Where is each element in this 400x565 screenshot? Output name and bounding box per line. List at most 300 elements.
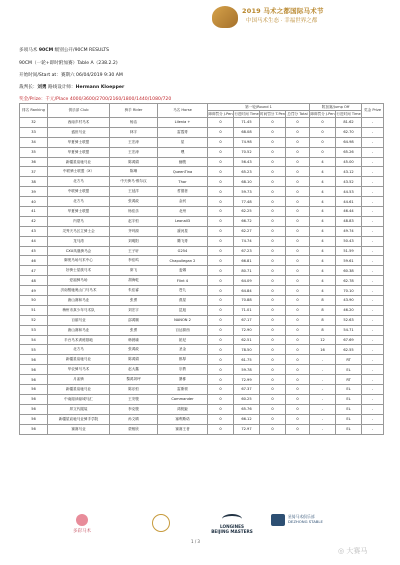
table-cell: 都厚	[158, 355, 208, 365]
table-cell: 68.08	[234, 127, 260, 137]
table-cell: 0	[260, 375, 286, 385]
table-cell: 0	[260, 404, 286, 414]
table-cell: 张鸿政	[110, 197, 158, 207]
table-cell: 0	[208, 197, 234, 207]
table-cell: -	[362, 345, 384, 355]
table-cell: 雷霆哥	[158, 127, 208, 137]
table-cell: 0	[208, 375, 234, 385]
table-cell: 64.84	[234, 286, 260, 296]
table-cell: 56	[20, 355, 48, 365]
table-cell: 华农骑马马术	[48, 365, 110, 375]
table-cell: 0	[208, 385, 234, 395]
col-r1-time: 行进时间 Time	[234, 111, 259, 116]
table-row	[20, 187, 384, 197]
table-cell: -	[362, 424, 384, 434]
table-cell: 唐山赛和马业	[48, 325, 110, 335]
table-cell: -	[362, 266, 384, 276]
table-cell: 0	[286, 256, 310, 266]
competition-table: 90CM（一轮+即时附加赛）Table A（238.2.2)	[19, 61, 118, 66]
table-cell: 0	[286, 127, 310, 137]
table-cell: 北方马	[48, 177, 110, 187]
table-cell: 0	[286, 345, 310, 355]
table-cell: -	[362, 177, 384, 187]
table-cell: -	[310, 404, 336, 414]
table-cell: 59.61	[336, 256, 362, 266]
table-cell: 0	[260, 256, 286, 266]
table-cell: -	[362, 355, 384, 365]
table-cell: 52	[20, 315, 48, 325]
table-cell: 0	[260, 177, 286, 187]
table-cell: EL	[336, 394, 362, 404]
table-cell: 62.70	[336, 127, 362, 137]
table-cell: 濠河星	[158, 226, 208, 236]
table-cell: 45	[20, 246, 48, 256]
table-cell: 0	[260, 137, 286, 147]
table-cell: 0	[260, 365, 286, 375]
table-cell: 黎鸿刘坪	[110, 375, 158, 385]
table-cell: 67.23	[234, 246, 260, 256]
event-logo	[212, 2, 352, 38]
col-total: 总罚分 Total	[287, 111, 308, 116]
table-cell: 济南骏驰奥山门马马术	[48, 286, 110, 296]
table-cell: 齐玛源	[110, 226, 158, 236]
table-cell: 67.37	[234, 385, 260, 395]
table-cell: 34	[20, 137, 48, 147]
table-cell: 0	[260, 157, 286, 167]
table-cell: 0	[208, 315, 234, 325]
table-cell: 36	[20, 157, 48, 167]
table-cell: 杨佳乐	[110, 207, 158, 217]
table-cell: 0	[260, 226, 286, 236]
table-cell: 0	[260, 147, 286, 157]
table-cell: 0	[286, 226, 310, 236]
table-cell: 80.71	[234, 266, 260, 276]
table-row	[20, 127, 384, 137]
table-cell: 0	[286, 276, 310, 286]
table-row	[20, 276, 384, 286]
table-cell: 56	[20, 385, 48, 395]
table-cell: 廖飞	[110, 266, 158, 276]
table-cell: 8	[310, 325, 336, 335]
table-cell: 43.12	[336, 167, 362, 177]
col-horse: 马名 Horse	[158, 104, 208, 118]
table-cell: 8	[310, 315, 336, 325]
table-cell: 0	[310, 118, 336, 128]
table-row	[20, 157, 384, 167]
col-rider: 骑手 Rider	[110, 104, 158, 118]
table-cell: 0	[286, 167, 310, 177]
table-cell: 4	[310, 216, 336, 226]
table-cell: 0	[208, 325, 234, 335]
table-cell: -	[310, 394, 336, 404]
table-cell: -	[362, 236, 384, 246]
table-cell: 74.74	[234, 236, 260, 246]
table-cell: 0	[286, 216, 310, 226]
table-cell: 38	[20, 177, 48, 187]
table-cell: 50.43	[336, 236, 362, 246]
table-cell: 半台马术训练基地	[48, 335, 110, 345]
table-cell: 77.48	[234, 197, 260, 207]
table-cell: 67.69	[336, 335, 362, 345]
table-cell: 鸿锐姬	[158, 404, 208, 414]
table-cell: 御苑马场马术中心	[48, 256, 110, 266]
table-cell: 中天骑马·维尔汉	[110, 177, 158, 187]
table-cell: 74.98	[234, 137, 260, 147]
table-cell: 0	[208, 335, 234, 345]
table-cell: 68.10	[234, 177, 260, 187]
table-row	[20, 335, 384, 345]
table-cell: 0	[208, 167, 234, 177]
table-cell: 0	[260, 187, 286, 197]
table-cell: 4	[310, 167, 336, 177]
table-cell: 0	[260, 118, 286, 128]
table-cell: 50	[20, 296, 48, 306]
table-cell: 56	[20, 375, 48, 385]
table-cell: 65.26	[336, 147, 362, 157]
table-cell: 雷斯顿	[158, 385, 208, 395]
table-cell: RT	[336, 375, 362, 385]
table-cell: -	[362, 305, 384, 315]
table-row	[20, 197, 384, 207]
table-cell: 39	[20, 187, 48, 197]
table-cell: 中南阅读驱城马汇	[48, 394, 110, 404]
table-cell: 71.45	[234, 118, 260, 128]
table-cell: 赵大鑫	[110, 365, 158, 375]
table-cell: 0	[286, 177, 310, 187]
table-row	[20, 177, 384, 187]
table-cell: 赵宇恒	[110, 216, 158, 226]
table-cell: 66.81	[234, 256, 260, 266]
table-cell: 塞利斯诺	[158, 414, 208, 424]
table-cell: 0	[208, 256, 234, 266]
table-cell: 4	[310, 187, 336, 197]
table-cell: 陈鸿娟	[110, 355, 158, 365]
table-row	[20, 266, 384, 276]
table-cell: 张鸿政	[110, 345, 158, 355]
event-logo-title: 2019 马术之都国际马术节	[242, 7, 324, 15]
table-cell: 0	[208, 226, 234, 236]
table-cell: 0	[208, 424, 234, 434]
table-cell: -	[362, 157, 384, 167]
table-cell: 张勇	[110, 325, 158, 335]
table-cell: 65.23	[234, 167, 260, 177]
table-cell: 0	[286, 404, 310, 414]
table-cell: 西南乡村马术	[48, 118, 110, 128]
table-cell: 44	[20, 236, 48, 246]
table-cell: 40	[20, 197, 48, 207]
event-emblem-icon	[212, 6, 238, 28]
table-cell: 圣金	[158, 345, 208, 355]
table-cell: Commander	[158, 394, 208, 404]
table-cell: 60.38	[336, 266, 362, 276]
table-cell: 孙文晴	[110, 414, 158, 424]
table-row	[20, 305, 384, 315]
start-time: 开始时间/Start at：赛期六 06/04/2019 9:30 AM	[19, 73, 123, 78]
table-cell: 70.52	[234, 147, 260, 157]
table-cell: EL	[336, 365, 362, 375]
table-cell: -	[362, 414, 384, 424]
table-cell: 0	[260, 207, 286, 217]
table-row	[20, 246, 384, 256]
table-cell: 59.78	[234, 365, 260, 375]
table-cell: 铂尼	[158, 335, 208, 345]
table-cell: 62.51	[234, 335, 260, 345]
table-row	[20, 147, 384, 157]
table-cell: 中联骑士联盟（X）	[48, 167, 110, 177]
table-cell: 56.43	[234, 157, 260, 167]
table-cell: 0	[208, 365, 234, 375]
table-cell: 陈琳	[110, 167, 158, 177]
table-cell: 李克骏	[110, 404, 158, 414]
table-cell: 0	[286, 414, 310, 424]
table-cell: 62.78	[336, 276, 362, 286]
table-cell: 月雀骑	[48, 375, 110, 385]
table-row	[20, 315, 384, 325]
table-cell: 0	[260, 394, 286, 404]
table-cell: 哲德者	[158, 187, 208, 197]
table-cell: 0	[208, 394, 234, 404]
table-cell: -	[362, 404, 384, 414]
table-cell: 72.99	[234, 375, 260, 385]
table-cell: 42	[20, 216, 48, 226]
table-cell: 61.75	[234, 355, 260, 365]
table-cell: 0	[260, 345, 286, 355]
table-cell: 0	[260, 296, 286, 306]
table-cell: 0	[208, 207, 234, 217]
table-cell: 陈鸿娟	[110, 157, 158, 167]
col-prize: 奖金 Prize	[362, 104, 384, 118]
table-cell: 45.00	[336, 157, 362, 167]
results-title: 多项马术 90CM 级别公开/90CM RESULTS	[19, 48, 110, 53]
table-row	[20, 207, 384, 217]
table-cell: 王子轩	[110, 246, 158, 256]
table-cell: 0	[208, 177, 234, 187]
officials: 裁判长：刘勇 路线设计师：Hermann Kloepper	[19, 85, 125, 90]
col-club: 俱乐部 Club	[48, 104, 110, 118]
table-cell: 0	[286, 187, 310, 197]
table-cell: 0	[286, 375, 310, 385]
table-cell: 4	[310, 276, 336, 286]
table-cell: 华夏骑士联盟	[48, 207, 110, 217]
col-jo-pen: 障碍罚分 J.Pen	[310, 111, 335, 116]
col-r1-pen: 障碍罚分 J.Pen	[208, 111, 233, 116]
table-cell: 0	[286, 365, 310, 375]
table-cell: -	[310, 414, 336, 424]
table-cell: 王延洋	[110, 187, 158, 197]
table-cell: 43.52	[336, 177, 362, 187]
table-cell: 0	[260, 246, 286, 256]
table-cell: 0	[286, 118, 310, 128]
table-cell: 0	[260, 197, 286, 207]
table-cell: 梅州市真少年马术队	[48, 305, 110, 315]
table-cell: NANON 2	[158, 315, 208, 325]
colorful-equestrian-logo: 多彩马术	[58, 514, 106, 544]
table-cell: 新疆星宸驰马业骑手学院	[48, 414, 110, 424]
table-cell: Chapullegan 2	[158, 256, 208, 266]
table-cell: -	[362, 226, 384, 236]
table-cell: 44.53	[336, 187, 362, 197]
table-cell: 72.97	[234, 424, 260, 434]
watermark: ◎ 大赛马	[338, 547, 368, 555]
table-cell: 37	[20, 167, 48, 177]
table-cell: 0	[286, 325, 310, 335]
table-cell: 70.10	[336, 286, 362, 296]
col-jumpoff: 附加赛/Jump Off	[310, 104, 362, 111]
table-cell: 72.90	[234, 325, 260, 335]
table-cell: 56	[20, 414, 48, 424]
table-cell: 43	[20, 226, 48, 236]
table-cell: 0	[310, 127, 336, 137]
table-cell: 0	[208, 187, 234, 197]
table-cell: 4	[310, 256, 336, 266]
table-row	[20, 236, 384, 246]
table-cell: 59.73	[234, 187, 260, 197]
table-cell: 0	[260, 355, 286, 365]
table-cell: 朱佳睿	[110, 286, 158, 296]
table-cell: 0	[286, 147, 310, 157]
table-cell: 62.27	[234, 226, 260, 236]
table-cell: CXU凤凰骑马会	[48, 246, 110, 256]
table-cell: 盛世马业	[48, 127, 110, 137]
table-cell: -	[362, 167, 384, 177]
table-cell: 4	[310, 207, 336, 217]
table-row	[20, 355, 384, 365]
table-cell: 35	[20, 147, 48, 157]
table-cell: 0	[208, 246, 234, 256]
table-cell: 王安骏	[110, 394, 158, 404]
table-cell: EL	[336, 404, 362, 414]
table-cell: 0	[260, 286, 286, 296]
table-cell: 60.25	[234, 394, 260, 404]
table-cell: 0	[208, 118, 234, 128]
table-cell: Thor	[158, 177, 208, 187]
table-cell: -	[362, 385, 384, 395]
table-cell: 62.25	[234, 207, 260, 217]
table-row	[20, 216, 384, 226]
table-cell: 16	[310, 345, 336, 355]
table-cell: 0	[260, 424, 286, 434]
table-cell: 4	[310, 246, 336, 256]
table-cell: 49	[20, 286, 48, 296]
table-row	[20, 118, 384, 128]
table-cell: 43.90	[336, 296, 362, 306]
table-cell: 新疆星宸驰马业	[48, 355, 110, 365]
table-cell: 4	[310, 236, 336, 246]
table-cell: 0	[208, 137, 234, 147]
table-cell: 54	[20, 335, 48, 345]
table-cell: 0	[208, 296, 234, 306]
table-cell: QueenTina	[158, 167, 208, 177]
table-cell: 0	[286, 355, 310, 365]
table-cell: 燕星	[158, 296, 208, 306]
table-cell: 51	[20, 305, 48, 315]
table-cell: 48	[20, 276, 48, 286]
table-cell: 胡海乾	[110, 276, 158, 286]
table-row	[20, 414, 384, 424]
table-cell: 0	[208, 286, 234, 296]
table-cell: 陈乐恒	[110, 385, 158, 395]
table-cell: -	[310, 365, 336, 375]
table-cell: 0	[208, 216, 234, 226]
table-cell: 52.63	[336, 315, 362, 325]
table-cell: 拜文代服装	[48, 404, 110, 414]
table-cell: 赛赛马业	[48, 424, 110, 434]
table-cell: 0	[260, 236, 286, 246]
table-cell: 51.59	[336, 246, 362, 256]
table-cell: 0	[286, 385, 310, 395]
table-cell: -	[362, 256, 384, 266]
table-cell: 华夏骑士联盟	[48, 137, 110, 147]
table-cell: 0	[208, 355, 234, 365]
table-cell: 苍九	[158, 286, 208, 296]
table-cell: 0	[260, 167, 286, 177]
table-row	[20, 345, 384, 355]
table-cell: 0	[208, 127, 234, 137]
table-cell: 56	[20, 404, 48, 414]
table-cell: 0	[260, 414, 286, 424]
table-cell: 李佳鸣	[110, 256, 158, 266]
table-cell: 0	[208, 157, 234, 167]
table-cell: -	[362, 137, 384, 147]
col-r1-tpen: 时间罚分 T.Pen	[260, 111, 285, 116]
table-cell: Leonall3	[158, 216, 208, 226]
crest-icon	[152, 514, 170, 532]
col-jo-time: 行进时间 Time	[336, 111, 361, 116]
table-cell: 新疆星宸驰马业	[48, 385, 110, 395]
table-cell: 百丽马业	[48, 315, 110, 325]
table-cell: 麦娜	[158, 266, 208, 276]
table-cell: 金河	[158, 197, 208, 207]
longines-logo: LONGINES BEIJING MASTERS	[207, 514, 257, 544]
table-cell: -	[362, 325, 384, 335]
table-cell: 12	[310, 335, 336, 345]
table-cell: 0	[260, 385, 286, 395]
table-cell: EL	[336, 424, 362, 434]
table-cell: 0	[286, 296, 310, 306]
table-row	[20, 424, 384, 434]
table-cell: 55	[20, 345, 48, 355]
table-cell: Lilenia +	[158, 118, 208, 128]
table-cell: -	[310, 385, 336, 395]
col-rank: 排名 Ranking	[20, 104, 48, 118]
table-cell: 蒙相欣	[110, 424, 158, 434]
table-cell: 灵秀天马区立骑士会	[48, 226, 110, 236]
table-cell: 0	[310, 137, 336, 147]
table-cell: 0	[260, 305, 286, 315]
horse-emblem-icon	[76, 514, 88, 526]
table-cell: 0	[286, 305, 310, 315]
table-row	[20, 404, 384, 414]
table-row	[20, 375, 384, 385]
table-cell: 62.55	[336, 345, 362, 355]
table-cell: 好骑士星族马术	[48, 266, 110, 276]
table-cell: 0	[286, 197, 310, 207]
table-cell: 华夏骑士联盟	[48, 147, 110, 157]
table-cell: 星	[158, 137, 208, 147]
table-row	[20, 394, 384, 404]
table-cell: 0	[208, 147, 234, 157]
table-cell: 刘宏宇	[110, 305, 158, 315]
table-cell: 56	[20, 394, 48, 404]
table-cell: 47	[20, 266, 48, 276]
event-logo-slogan: 中国马术生态 · 幸福世界之都	[246, 18, 318, 24]
table-cell: -	[362, 118, 384, 128]
table-cell: -	[362, 246, 384, 256]
table-cell: 0	[260, 266, 286, 276]
table-cell: -	[362, 296, 384, 306]
table-cell: 0	[286, 424, 310, 434]
table-cell: 0	[208, 236, 234, 246]
